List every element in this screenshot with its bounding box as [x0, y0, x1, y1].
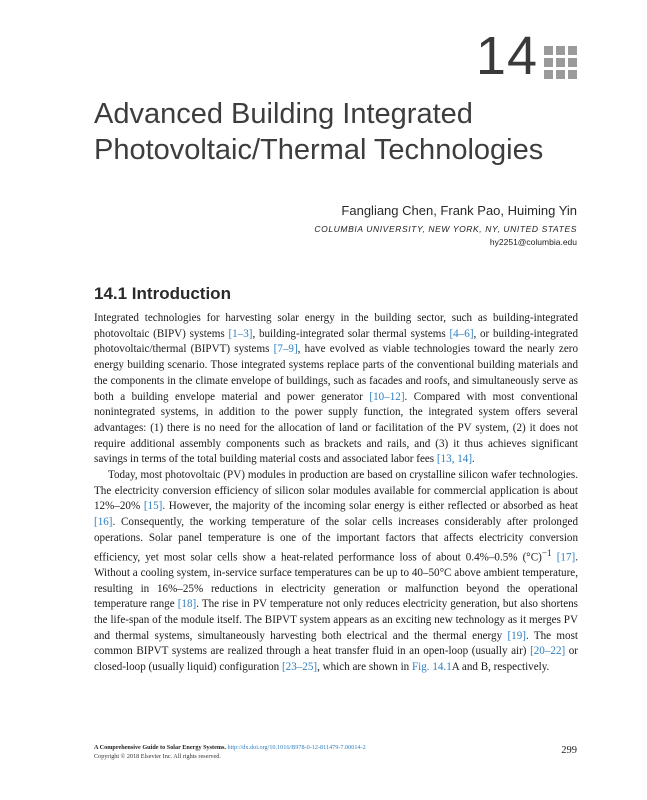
doi-link[interactable]: http://dx.doi.org/10.1016/B978-0-12-811479-7.00014-2 [227, 744, 366, 751]
citation-link[interactable]: [17] [556, 551, 576, 564]
book-title: A Comprehensive Guide to Solar Energy Systems. [94, 744, 228, 751]
citation-link[interactable]: [10–12] [369, 390, 405, 403]
text-run: A and B, respectively. [451, 661, 550, 674]
text-run: , which are shown in [317, 661, 412, 674]
author-email: hy2251@columbia.edu [489, 237, 577, 247]
book-citation [94, 744, 578, 751]
author-affiliation: COLUMBIA UNIVERSITY, NEW YORK, NY, UNITED STATES [314, 224, 577, 234]
citation-link[interactable]: [20–22] [530, 645, 566, 658]
body-text [94, 311, 578, 676]
section-heading: 14.1 Introduction [94, 284, 231, 303]
chapter-marker [475, 26, 577, 86]
text-run: Today, most photovoltaic (PV) modules in production are based on crystalline silicon wafer technologies. The electricity conversion efficiency of silicon solar modules available for commercial application is about 12%–20% [94, 469, 578, 513]
citation-link[interactable]: [16] [94, 516, 113, 529]
text-run: . However, the majority of the incoming solar energy is either reflected or absorbed as heat [162, 500, 578, 513]
chapter-number: 14 [475, 26, 538, 86]
citation-link[interactable]: [18] [177, 598, 197, 611]
author-block [314, 203, 577, 247]
text-run: . Consequently, the working temperature of the solar cells increases considerably after prolonged operations. Solar panel temperature is one of the important factors that affects electricity conversion efficiency, yet most solar cells show a heat-related performance loss of about 0.4%–0.5% (°C) [94, 516, 578, 564]
copyright-notice: Copyright © 2018 Elsevier Inc. All rights reserved. [94, 753, 221, 760]
citation-link[interactable]: [1–3] [228, 327, 253, 340]
figure-link[interactable]: Fig. 14.1 [411, 661, 452, 674]
text-run: . [472, 453, 475, 466]
page-footer [94, 744, 578, 760]
text-run: . Compared with most conventional nonintegrated systems, in addition to the power supply function, the integrated system offers several advantages: (1) there is no need for the allocation of land or facilitation of the PV system, (2) it does not require additional assembly components such as brackets and rails, and (3) it thus achieves significant savings in terms of the total building material costs and associated labor fees [94, 390, 578, 466]
chapter-title: Advanced Building Integrated Photovoltaic/Thermal Technologies [94, 98, 544, 166]
chapter-dots-ornament [544, 46, 577, 79]
citation-link[interactable]: [15] [143, 500, 163, 513]
citation-link[interactable]: [13, 14] [436, 453, 473, 466]
paragraph-1 [94, 311, 578, 468]
text-run: , building-integrated solar thermal systems [252, 327, 450, 340]
author-names: Fangliang Chen, Frank Pao, Huiming Yin [341, 203, 577, 218]
page-number: 299 [561, 745, 577, 756]
text-run: . The most common BIPVT systems are realized through a heat transfer fluid in an open-loop (usually air) [94, 629, 578, 658]
text-run: . Without a cooling system, in-service surface temperatures can be up to 40–50°C above ambient temperature, resulting in 16%–25% reductions in electricity generation or malfunction beyond the operational temperature range [94, 551, 578, 611]
text-run: or closed-loop (usually liquid) configuration [94, 645, 579, 674]
text-run: Integrated technologies for harvesting solar energy in the building sector, such as building-integrated photovoltaic (BIPV) systems [94, 312, 578, 340]
text-run: , have evolved as viable technologies toward the nearly zero energy building scenario. Those integrated systems replace parts of the conventional building materials and the components in the climate envelope of buildings, such as facades and roofs, and simultaneously serve as both a building envelope material and power generator [94, 343, 578, 403]
citation-link[interactable]: [19] [507, 629, 526, 642]
superscript: −1 [541, 548, 552, 559]
citation-link[interactable]: [7–9] [273, 343, 298, 356]
text-run: , or building-integrated photovoltaic/thermal (BIPVT) systems [94, 327, 579, 356]
text-run: . The rise in PV temperature not only reduces electricity generation, but also shortens the life-span of the module itself. The BIPVT system appears as an exciting new technology as it merges PV and thermal systems, simultaneously harvesting both electrical and the thermal energy [94, 598, 579, 642]
citation-link[interactable]: [23–25] [281, 661, 318, 674]
citation-link[interactable]: [4–6] [449, 327, 474, 340]
paragraph-2 [94, 468, 578, 676]
